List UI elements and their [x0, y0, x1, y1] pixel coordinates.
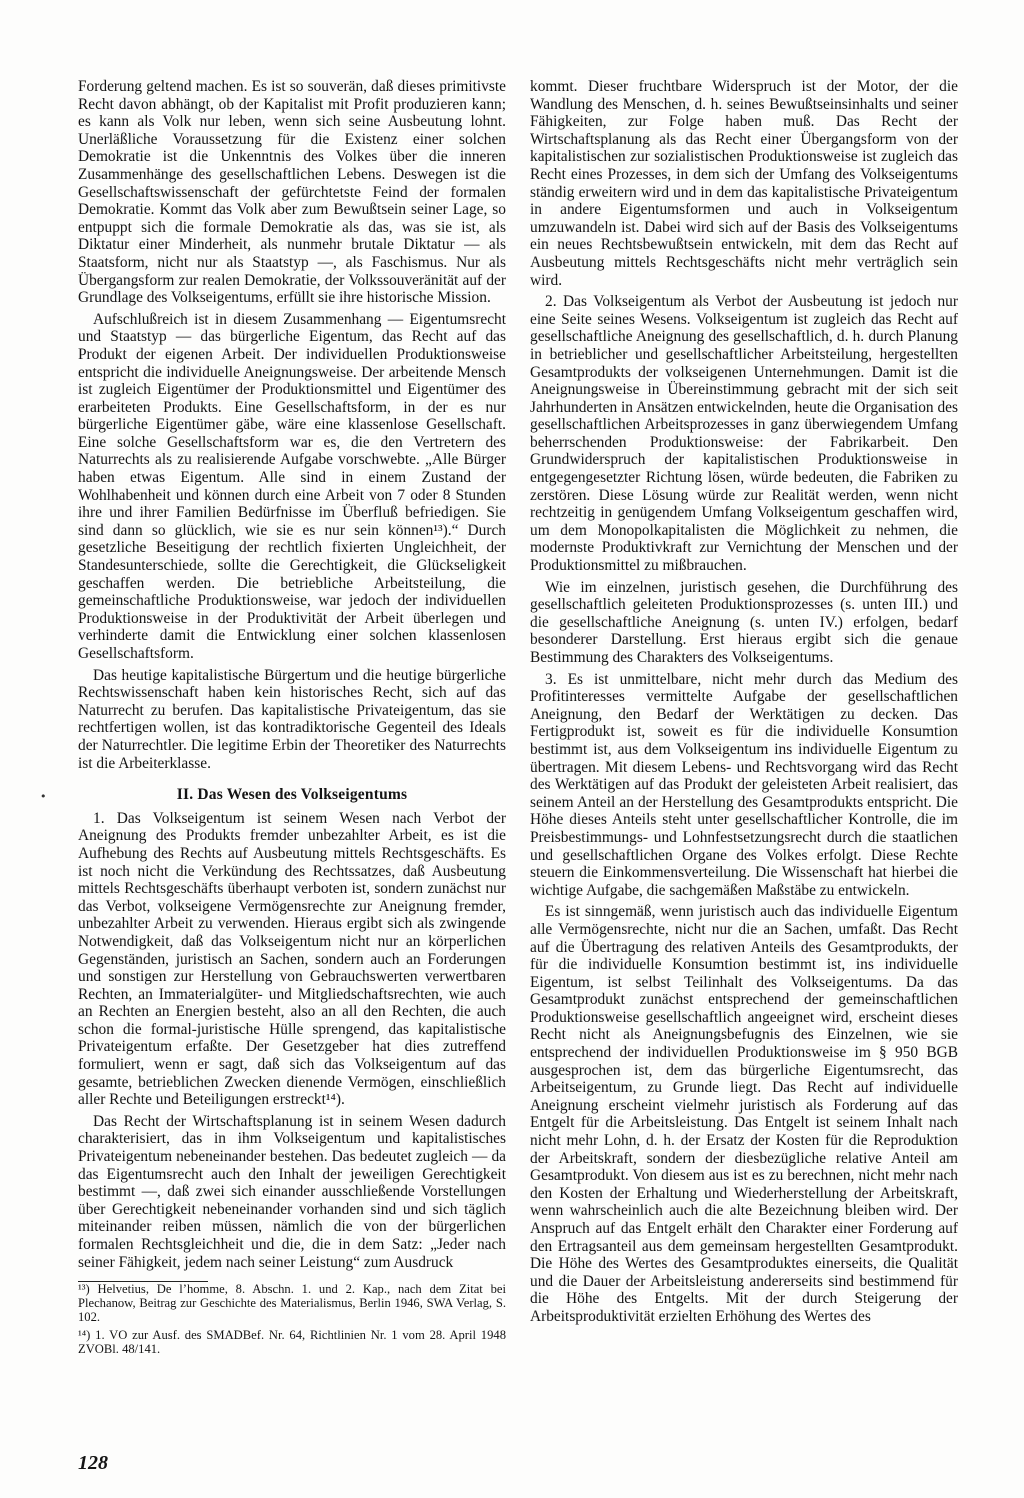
paragraph: Forderung geltend machen. Es ist so souverän, daß dieses primitivste Recht davon abhängt, ob der Kapitalist mit Profit produzieren kann; es kann als Volk nur leben, wenn sich seine Ausbeutung lohnt. Unerläßliche Voraussetzung für die Existenz einer solchen Demokratie ist die Unkenntnis des Volkes über die inneren Zusammenhänge des gesellschaftlichen Lebens. Deswegen ist die Gesellschaftswissenschaft der gefürchtetste Feind der formalen Demokratie. Kommt das Volk aber zum Bewußtsein seiner Lage, so entpuppt sich die formale Demokratie als das, was sie ist, als Diktatur einer Minderheit, als nunmehr brutale Diktatur — als Staatsform, nicht nur als Staatstyp —, als Faschismus. Nur als Übergangsform zur realen Demokratie, der Volkssouveränität auf der Grundlage des Volkseigentums, erfüllt sie ihre historische Mission. — [78, 78, 506, 307]
left-column — [78, 78, 506, 1360]
paragraph: Das Recht der Wirtschaftsplanung ist in seinem Wesen dadurch charakterisiert, das in ihm Volkseigentum und kapitalistisches Privateigentum nebeneinander bestehen. Das bedeutet zugleich — da das Eigentumsrecht auch den Inhalt der jeweiligen Gerechtigkeit bestimmt —, daß zwei sich einander ausschließende Vorstellungen über Gerechtigkeit nebeneinander vorhanden sind und sich täglich miteinander reiben müssen, nämlich die von der bürgerlichen formalen Rechtsgleichheit und die, die in dem Satz: „Jeder nach seiner Fähigkeit, jedem nach seiner Leistung“ zum Ausdruck — [78, 1112, 506, 1271]
paragraph: Aufschlußreich ist in diesem Zusammenhang — Eigentumsrecht und Staatstyp — das bürgerliche Eigentum, das Recht auf das Produkt der eigenen Arbeit. Der individuellen Produktionsweise entspricht die individuelle Aneignungsweise. Der arbeitende Mensch ist zugleich Eigentümer der Produktionsmittel und Eigentümer des erarbeiteten Produkts. Eine Gesellschaftsform, in der es nur bürgerliche Eigentümer gäbe, wäre eine klassenlose Gesellschaft. Eine solche Gesellschaftsform war es, die den Vertretern des Naturrechts als zu realisierende Aufgabe vorschwebte. „Alle Bürger haben etwas Eigentum. Alle sind in einem Zustand der Wohlhabenheit und können durch eine Arbeit von 7 oder 8 Stunden ihre und ihrer Familien Bedürfnisse im Überfluß befriedigen. Sie sind dann so glücklich, wie sie es nur sein können¹³).“ Durch gesetzliche Beseitigung der rechtlich fixierten Ungleichheit, der Standesunterschiede, sollte die Gerechtigkeit, die Glückseligkeit geschaffen werden. Die betriebliche Arbeitsteilung, die gemeinschaftliche Produktionsweise, war jedoch der individuellen Produktionsweise in der Produktivität der Arbeit überlegen und verhinderte damit die Entwicklung einer solchen klassenlosen Gesellschaftsform. — [78, 310, 506, 662]
footnote-14: ¹⁴) 1. VO zur Ausf. des SMADBef. Nr. 64, Richtlinien Nr. 1 vom 28. April 1948 ZVOBl. 48/141. — [78, 1328, 506, 1357]
paragraph: 2. Das Volkseigentum als Verbot der Ausbeutung ist jedoch nur eine Seite seines Wesens. Volkseigentum ist zugleich das Recht auf gesellschaftliche Aneignung des gesellschaftlich, d. h. durch Planung in betrieblicher und gesellschaftlicher Arbeitsteilung, hergestellten Gesamtprodukts der volkseigenen Unternehmungen. Damit ist die Aneignungsweise in Übereinstimmung gebracht mit der sich seit Jahrhunderten in Ansätzen entwickelnden, heute die Organisation des gesellschaftlichen Arbeitsprozesses in ganz überwiegendem Umfang beherrschenden Produktionsweise: der Fabrikarbeit. Den Grundwiderspruch der kapitalistischen Produktionsweise in entgegengesetzter Richtung lösen, würde bedeuten, die Fabriken zu zerstören. Diese Lösung würde zur Realität werden, wenn nicht rechtzeitig in genügendem Umfang Volkseigentum geschaffen wird, um dem Monopolkapitalisten die Möglichkeit zu nehmen, die modernste Produktivkraft zur Vernichtung der Menschen und der Produktionsmittel zu mißbrauchen. — [530, 293, 958, 575]
margin-mark: • — [40, 790, 47, 803]
footnote-13: ¹³) Helvetius, De l’homme, 8. Abschn. 1. und 2. Kap., nach dem Zitat bei Plechanow, Beitrag zur Geschichte des Materialismus, Berlin 1946, SWA Verlag, S. 102. — [78, 1282, 506, 1325]
paragraph: 1. Das Volkseigentum ist seinem Wesen nach Verbot der Aneignung des Produkts fremder unbezahlter Arbeit, es ist die Aufhebung des Rechts auf Ausbeutung mittels Rechtsgeschäfts. Es ist noch nicht die Verkündung des Rechtssatzes, daß Ausbeutung mittels Rechtsgeschäfts überhaupt verboten ist, sondern zunächst nur das Verbot, volkseigene Vermögensrechte zur Aneignung fremder, unbezahlter Arbeit zu verwenden. Hieraus ergibt sich als zwingende Notwendigkeit, daß das Volkseigentum nicht nur an körperlichen Gegenständen, juristisch an Sachen, sondern auch an Forderungen und sonstigen zur Herstellung von Gebrauchswerten verwertbaren Rechten, an Immaterialgüter- und Mitgliedschaftsrechten, wie auch an Rechten an Energien besteht, also an all den Rechten, die auch schon die formal-juristische Hülle sprengend, das kapitalistische Privateigentum erfaßte. Der Gesetzgeber hat dies zutreffend formuliert, wenn er sagt, daß sich das Volkseigentum auf das gesamte, betrieblichen Zwecken dienende Vermögen, einschließlich aller Rechte und Beteiligungen erstreckt¹⁴). — [78, 809, 506, 1109]
paragraph: kommt. Dieser fruchtbare Widerspruch ist der Motor, der die Wandlung des Menschen, d. h. seines Bewußtseinsinhalts und seiner Fähigkeiten, zur Folge haben muß. Das Recht der Wirtschaftsplanung als das Recht einer Übergangsform von der kapitalistischen zur sozialistischen Produktionsweise ist zugleich das Recht eines Prozesses, in dem sich der Umfang des Volkseigentums ständig erweitern wird und in dem das kapitalistische Privateigentum in andere Eigentumsformen und auch in Volkseigentum umzuwandeln ist. Dabei wird sich auf der Basis des Volkseigentums ein neues Rechtsbewußtsein entwickeln, mit dem das Recht auf Ausbeutung mittels Rechtsgeschäfts nicht mehr verträglich sein wird. — [530, 78, 958, 289]
page-number: 128 — [78, 1452, 108, 1474]
right-column — [530, 78, 958, 1330]
paragraph: Wie im einzelnen, juristisch gesehen, die Durchführung des gesellschaftlich geleiteten Produktionsprozesses (s. unten III.) und die gesellschaftliche Aneignung (s. unten IV.) erfolgen, bedarf besonderer Darstellung. Erst hieraus ergibt sich die genaue Bestimmung des Charakters des Volkseigentums. — [530, 578, 958, 666]
paragraph: Es ist sinngemäß, wenn juristisch auch das individuelle Eigentum alle Vermögensrechte, nicht nur die an Sachen, umfaßt. Das Recht auf die Übertragung des relativen Anteils des Gesamtprodukts, der für die individuelle Konsumtion bestimmt ist, ins individuelle Eigentum, ist selbst Teilinhalt des Volkseigentums. Da das Gesamtprodukt zunächst entsprechend der gemeinschaftlichen Produktionsweise gesellschaftlich angeeignet wird, erscheint dieses Recht nicht als Aneignungsbefugnis des Einzelnen, wie sie entsprechend der individuellen Produktionsweise im § 950 BGB ausgesprochen ist, dem das bürgerliche Eigentumsrecht, das Arbeitseigentum, zu Grunde liegt. Das Recht auf individuelle Aneignung erscheint vielmehr juristisch als Forderung auf das Entgelt für die Arbeitsleistung. Das Entgelt ist seinem Inhalt nach nicht mehr Lohn, d. h. der Ersatz der Kosten für die Reproduktion der Arbeitskraft, sondern der diesbezügliche relative Anteil am Gesamtprodukt. Von diesem aus ist es zu berechnen, nicht mehr nach den Kosten der Erhaltung und Wiederherstellung der Arbeitskraft, wenn wahrscheinlich auch die alte Bezeichnung bleiben wird. Der Anspruch auf das Entgelt erhält den Charakter einer Forderung auf den Ertragsanteil aus dem gemeinsam hergestellten Gesamtprodukt. Die Höhe des Wertes des Gesamtproduktes einerseits, die Qualität und die Dauer der Arbeitsleistung andererseits sind bestimmend für die Höhe des Entgelts. Mit der durch Steigerung der Arbeitsproduktivität erzielten Erhöhung des Wertes des — [530, 903, 958, 1325]
section-heading: II. Das Wesen des Volkseigentums — [176, 786, 408, 804]
paragraph: Das heutige kapitalistische Bürgertum und die heutige bürgerliche Rechtswissenschaft haben kein historisches Recht, sich auf das Naturrecht zu berufen. Das kapitalistische Privateigentum, das sie rechtfertigen wollen, ist das kontradiktorische Gegenteil des Ideals der Naturrechtler. Die legitime Erbin der Theoretiker des Naturrechts ist die Arbeiterklasse. — [78, 666, 506, 772]
paragraph: 3. Es ist unmittelbare, nicht mehr durch das Medium des Profitinteresses vermittelte Aufgabe der gesellschaftlichen Aneignung, den Bedarf der Werktätigen zu decken. Das Fertigprodukt ist, soweit es für die individuelle Konsumtion bestimmt ist, aus dem Volkseigentum ins individuelle Eigentum zu übertragen. Mit diesem Lebens- und Rechtsvorgang wird das Recht des Werktätigen auf das Produkt der geleisteten Arbeit realisiert, das seinem Anteil an der Herstellung des Gesamtprodukts entspricht. Die Höhe dieses Anteils steht unter gesellschaftlicher Kontrolle, die im Preisbestimmungs- und Lohnfestsetzungsrecht durch die staatlichen und gesellschaftlichen Organe des Volkes erfolgt. Diese Rechte steuern die Einkommensverteilung. Die Wissenschaft hat hierbei die wichtige Aufgabe, die sachgemäßen Maßstäbe zu entwickeln. — [530, 670, 958, 899]
